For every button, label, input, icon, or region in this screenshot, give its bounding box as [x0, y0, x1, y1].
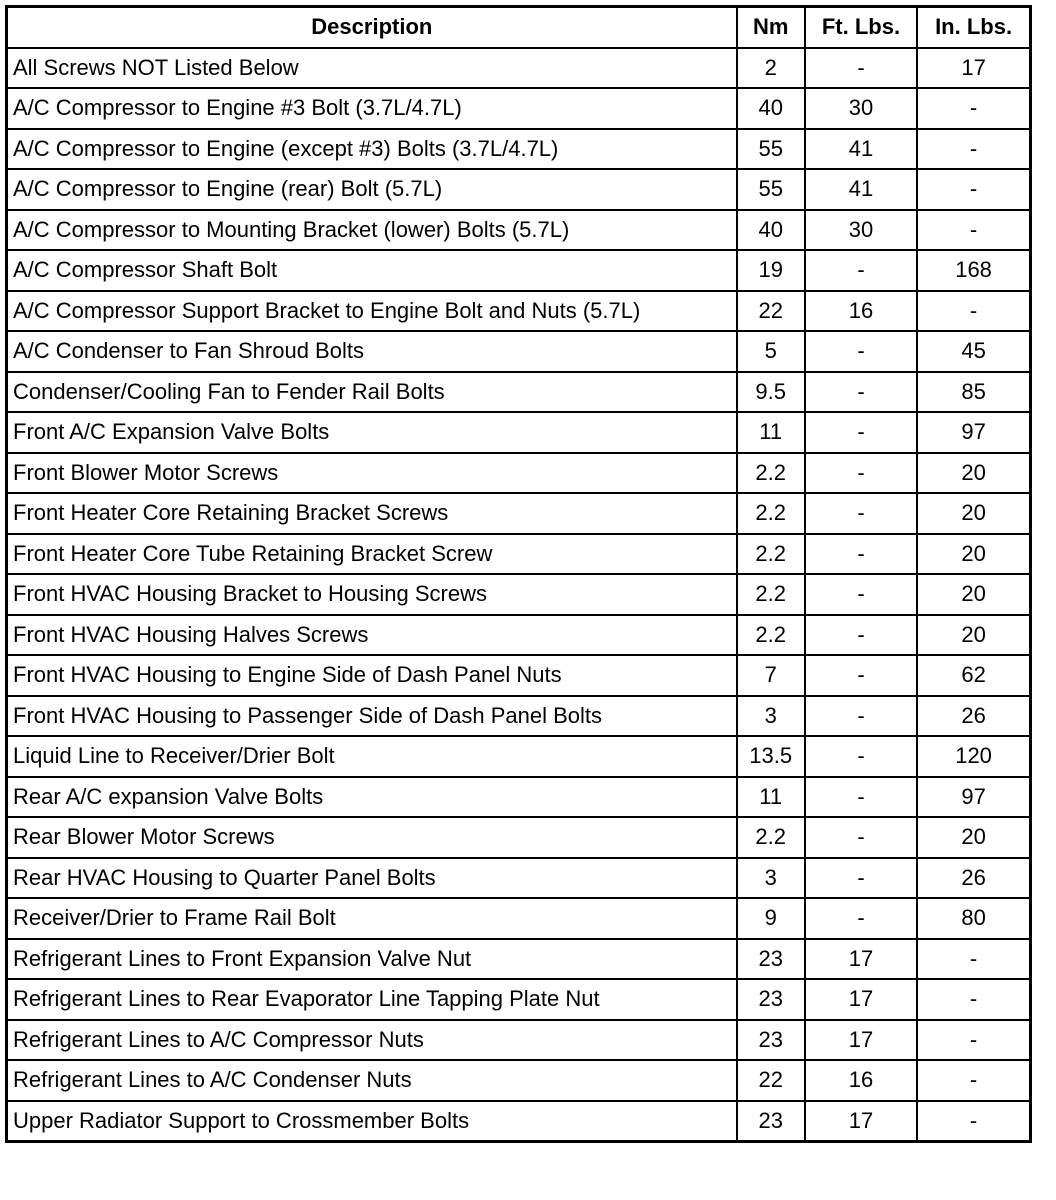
cell-ft-lbs: - — [805, 331, 917, 372]
header-in-lbs: In. Lbs. — [917, 7, 1030, 48]
cell-nm: 19 — [737, 250, 805, 291]
cell-nm: 40 — [737, 210, 805, 251]
torque-spec-table — [5, 5, 1032, 1143]
cell-nm: 2.2 — [737, 615, 805, 656]
cell-nm: 23 — [737, 1020, 805, 1061]
cell-ft-lbs: - — [805, 412, 917, 453]
cell-nm: 2.2 — [737, 453, 805, 494]
cell-nm: 22 — [737, 1060, 805, 1101]
cell-in-lbs: 168 — [917, 250, 1030, 291]
cell-in-lbs: - — [917, 291, 1030, 332]
cell-description: A/C Condenser to Fan Shroud Bolts — [7, 331, 737, 372]
table-row — [7, 939, 1031, 980]
cell-nm: 2 — [737, 48, 805, 89]
cell-nm: 9 — [737, 898, 805, 939]
cell-nm: 2.2 — [737, 493, 805, 534]
cell-in-lbs: 26 — [917, 696, 1030, 737]
cell-nm: 55 — [737, 169, 805, 210]
cell-description: Front HVAC Housing Bracket to Housing Screws — [7, 574, 737, 615]
cell-nm: 9.5 — [737, 372, 805, 413]
cell-in-lbs: 97 — [917, 412, 1030, 453]
cell-description: Condenser/Cooling Fan to Fender Rail Bolts — [7, 372, 737, 413]
table-row — [7, 736, 1031, 777]
cell-in-lbs: 20 — [917, 615, 1030, 656]
cell-in-lbs: 20 — [917, 534, 1030, 575]
cell-ft-lbs: 16 — [805, 291, 917, 332]
table-row — [7, 817, 1031, 858]
table-row — [7, 372, 1031, 413]
cell-in-lbs: 20 — [917, 493, 1030, 534]
cell-ft-lbs: 17 — [805, 1101, 917, 1142]
cell-description: Front Heater Core Tube Retaining Bracket Screw — [7, 534, 737, 575]
cell-description: Front Blower Motor Screws — [7, 453, 737, 494]
cell-nm: 23 — [737, 939, 805, 980]
table-row — [7, 858, 1031, 899]
cell-in-lbs: 97 — [917, 777, 1030, 818]
cell-nm: 5 — [737, 331, 805, 372]
cell-description: Receiver/Drier to Frame Rail Bolt — [7, 898, 737, 939]
cell-nm: 11 — [737, 412, 805, 453]
table-row — [7, 453, 1031, 494]
cell-in-lbs: 20 — [917, 574, 1030, 615]
table-header-row — [7, 7, 1031, 48]
cell-in-lbs: 62 — [917, 655, 1030, 696]
cell-ft-lbs: 41 — [805, 129, 917, 170]
cell-nm: 2.2 — [737, 574, 805, 615]
table-row — [7, 615, 1031, 656]
cell-nm: 2.2 — [737, 817, 805, 858]
cell-ft-lbs: - — [805, 493, 917, 534]
table-row — [7, 898, 1031, 939]
cell-ft-lbs: - — [805, 736, 917, 777]
cell-in-lbs: - — [917, 979, 1030, 1020]
cell-ft-lbs: - — [805, 574, 917, 615]
cell-description: A/C Compressor to Mounting Bracket (lower) Bolts (5.7L) — [7, 210, 737, 251]
cell-ft-lbs: - — [805, 655, 917, 696]
table-row — [7, 210, 1031, 251]
cell-in-lbs: - — [917, 1060, 1030, 1101]
cell-description: A/C Compressor to Engine (rear) Bolt (5.7L) — [7, 169, 737, 210]
cell-in-lbs: - — [917, 1101, 1030, 1142]
cell-in-lbs: 20 — [917, 453, 1030, 494]
table-row — [7, 291, 1031, 332]
cell-ft-lbs: - — [805, 453, 917, 494]
cell-nm: 3 — [737, 696, 805, 737]
table-row — [7, 412, 1031, 453]
cell-description: Liquid Line to Receiver/Drier Bolt — [7, 736, 737, 777]
cell-in-lbs: - — [917, 169, 1030, 210]
cell-ft-lbs: - — [805, 898, 917, 939]
cell-description: A/C Compressor Shaft Bolt — [7, 250, 737, 291]
header-nm: Nm — [737, 7, 805, 48]
cell-description: Front HVAC Housing Halves Screws — [7, 615, 737, 656]
cell-description: A/C Compressor to Engine #3 Bolt (3.7L/4.7L) — [7, 88, 737, 129]
cell-in-lbs: 45 — [917, 331, 1030, 372]
table-row — [7, 574, 1031, 615]
cell-in-lbs: 20 — [917, 817, 1030, 858]
cell-ft-lbs: 30 — [805, 88, 917, 129]
cell-description: Front HVAC Housing to Engine Side of Dash Panel Nuts — [7, 655, 737, 696]
cell-nm: 2.2 — [737, 534, 805, 575]
cell-in-lbs: 120 — [917, 736, 1030, 777]
cell-nm: 40 — [737, 88, 805, 129]
cell-nm: 23 — [737, 979, 805, 1020]
cell-in-lbs: 26 — [917, 858, 1030, 899]
cell-nm: 11 — [737, 777, 805, 818]
cell-ft-lbs: 17 — [805, 1020, 917, 1061]
cell-description: Refrigerant Lines to Rear Evaporator Line Tapping Plate Nut — [7, 979, 737, 1020]
cell-description: Rear A/C expansion Valve Bolts — [7, 777, 737, 818]
table-row — [7, 979, 1031, 1020]
cell-ft-lbs: 17 — [805, 979, 917, 1020]
cell-description: Front A/C Expansion Valve Bolts — [7, 412, 737, 453]
cell-ft-lbs: - — [805, 48, 917, 89]
cell-ft-lbs: - — [805, 534, 917, 575]
cell-in-lbs: 17 — [917, 48, 1030, 89]
cell-description: Refrigerant Lines to Front Expansion Valve Nut — [7, 939, 737, 980]
table-row — [7, 1060, 1031, 1101]
cell-in-lbs: - — [917, 88, 1030, 129]
header-description: Description — [7, 7, 737, 48]
table-row — [7, 655, 1031, 696]
table-body — [7, 48, 1031, 1142]
cell-nm: 22 — [737, 291, 805, 332]
header-ft-lbs: Ft. Lbs. — [805, 7, 917, 48]
cell-description: All Screws NOT Listed Below — [7, 48, 737, 89]
cell-ft-lbs: 17 — [805, 939, 917, 980]
cell-in-lbs: - — [917, 210, 1030, 251]
cell-description: A/C Compressor to Engine (except #3) Bolts (3.7L/4.7L) — [7, 129, 737, 170]
cell-ft-lbs: - — [805, 615, 917, 656]
table-row — [7, 696, 1031, 737]
cell-ft-lbs: 30 — [805, 210, 917, 251]
cell-nm: 55 — [737, 129, 805, 170]
cell-nm: 23 — [737, 1101, 805, 1142]
table-row — [7, 88, 1031, 129]
cell-in-lbs: - — [917, 939, 1030, 980]
cell-description: Refrigerant Lines to A/C Compressor Nuts — [7, 1020, 737, 1061]
cell-description: Rear Blower Motor Screws — [7, 817, 737, 858]
cell-ft-lbs: - — [805, 696, 917, 737]
table-row — [7, 169, 1031, 210]
table-row — [7, 534, 1031, 575]
cell-ft-lbs: 41 — [805, 169, 917, 210]
cell-in-lbs: 85 — [917, 372, 1030, 413]
cell-description: Upper Radiator Support to Crossmember Bolts — [7, 1101, 737, 1142]
table-row — [7, 1101, 1031, 1142]
cell-nm: 13.5 — [737, 736, 805, 777]
cell-nm: 7 — [737, 655, 805, 696]
cell-description: Refrigerant Lines to A/C Condenser Nuts — [7, 1060, 737, 1101]
cell-description: Front Heater Core Retaining Bracket Screws — [7, 493, 737, 534]
cell-description: Rear HVAC Housing to Quarter Panel Bolts — [7, 858, 737, 899]
table-row — [7, 1020, 1031, 1061]
cell-in-lbs: - — [917, 129, 1030, 170]
cell-ft-lbs: 16 — [805, 1060, 917, 1101]
cell-description: A/C Compressor Support Bracket to Engine Bolt and Nuts (5.7L) — [7, 291, 737, 332]
cell-in-lbs: 80 — [917, 898, 1030, 939]
cell-ft-lbs: - — [805, 858, 917, 899]
cell-ft-lbs: - — [805, 817, 917, 858]
table-row — [7, 331, 1031, 372]
table-row — [7, 129, 1031, 170]
table-row — [7, 250, 1031, 291]
cell-ft-lbs: - — [805, 250, 917, 291]
cell-description: Front HVAC Housing to Passenger Side of Dash Panel Bolts — [7, 696, 737, 737]
table-row — [7, 48, 1031, 89]
cell-ft-lbs: - — [805, 777, 917, 818]
table-row — [7, 493, 1031, 534]
cell-nm: 3 — [737, 858, 805, 899]
cell-ft-lbs: - — [805, 372, 917, 413]
table-row — [7, 777, 1031, 818]
cell-in-lbs: - — [917, 1020, 1030, 1061]
